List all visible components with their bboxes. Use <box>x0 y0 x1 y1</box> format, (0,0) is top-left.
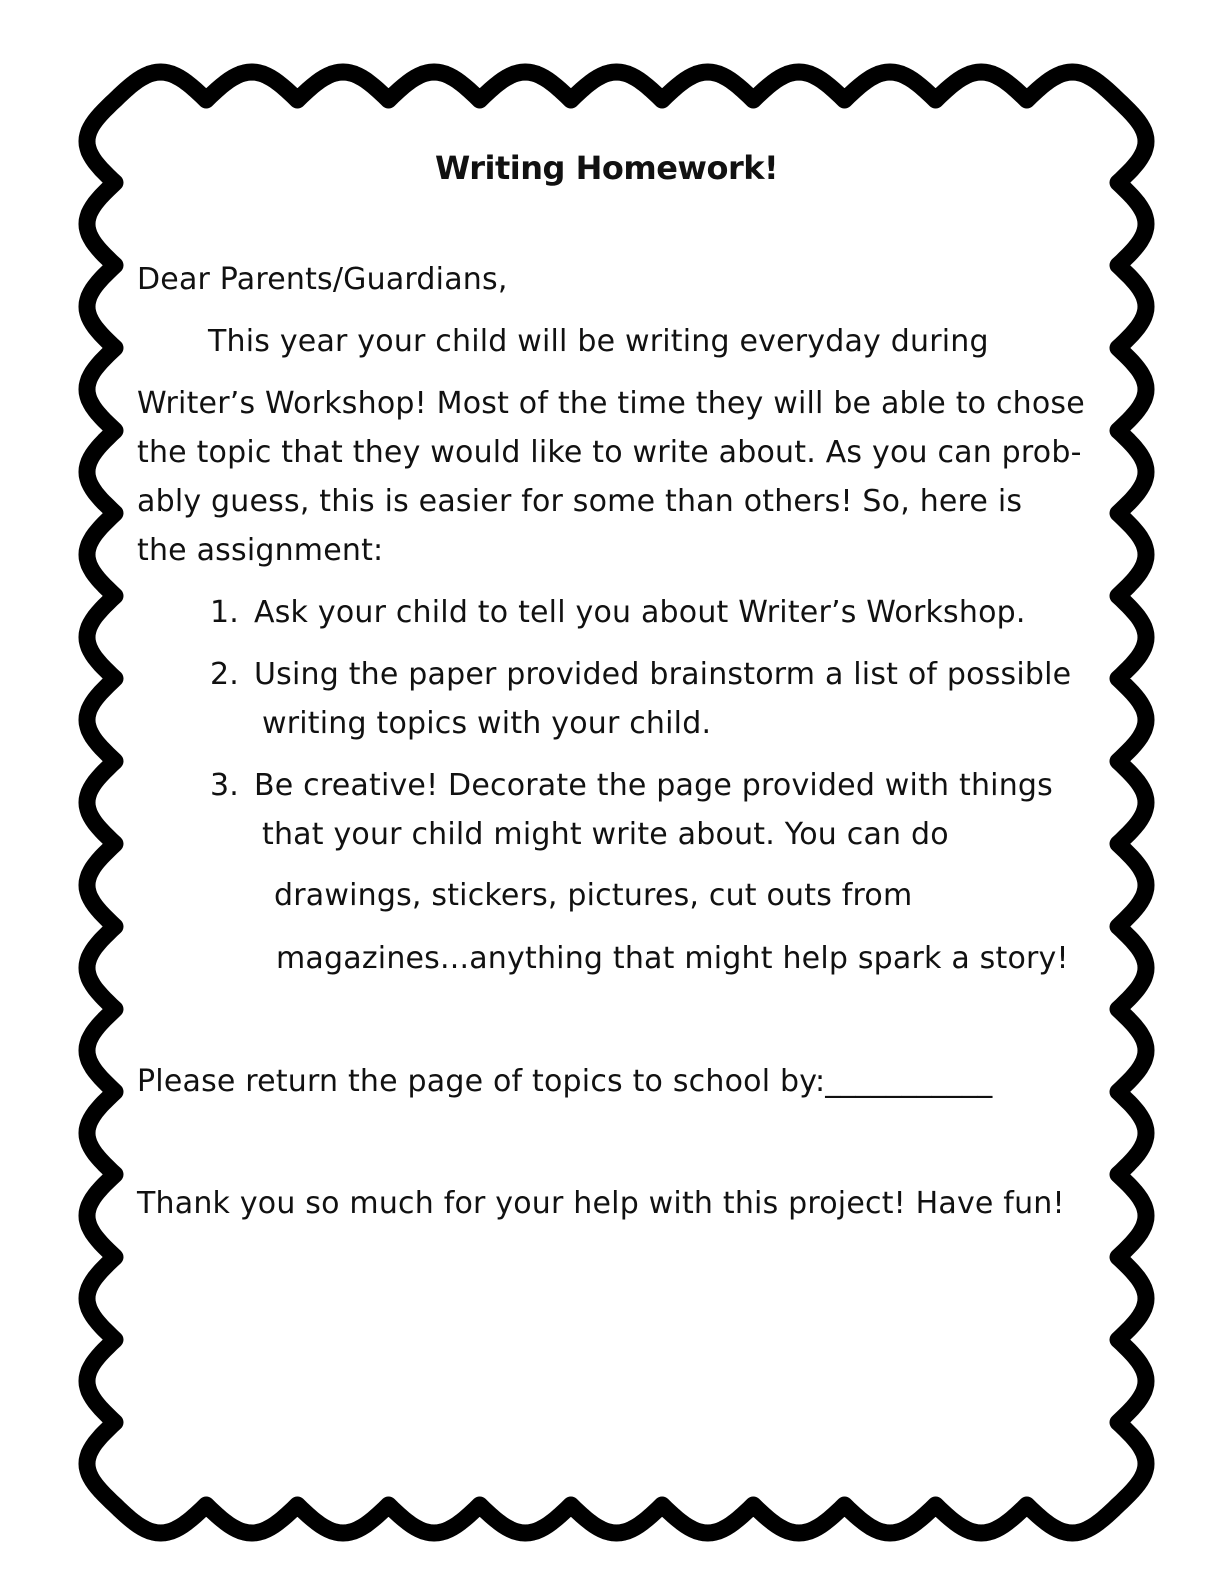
step-number: 2. <box>210 657 240 692</box>
intro-line-2: Writer’s Workshop! Most of the time they will be able to chose <box>137 386 1085 421</box>
page-title: Writing Homework! <box>435 149 779 187</box>
step-2-continuation: writing topics with your child. <box>262 706 712 741</box>
step-number: 1. <box>210 595 240 630</box>
step-text: Using the paper provided brainstorm a list of possible <box>254 657 1072 692</box>
greeting: Dear Parents/Guardians, <box>137 262 508 297</box>
step-3-continuation: magazines...anything that might help spark a story! <box>276 941 1069 976</box>
intro-line-3: the topic that they would like to write about. As you can prob- <box>137 435 1082 470</box>
intro-line-4: ably guess, this is easier for some than others! So, here is <box>137 484 1023 519</box>
intro-line-5: the assignment: <box>137 533 384 568</box>
step-2 <box>210 657 1071 693</box>
step-text: Ask your child to tell you about Writer’s Workshop. <box>254 595 1026 630</box>
step-3-continuation: drawings, stickers, pictures, cut outs from <box>274 878 913 913</box>
step-text: Be creative! Decorate the page provided with things <box>254 768 1053 803</box>
intro-line-1: This year your child will be writing everyday during <box>208 324 989 359</box>
return-date-line: Please return the page of topics to school by:___________ <box>137 1064 993 1099</box>
step-1 <box>210 595 1026 631</box>
closing-line: Thank you so much for your help with this project! Have fun! <box>137 1186 1065 1221</box>
step-3 <box>210 768 1053 804</box>
step-number: 3. <box>210 768 240 803</box>
step-3-continuation: that your child might write about. You can do <box>262 817 949 852</box>
